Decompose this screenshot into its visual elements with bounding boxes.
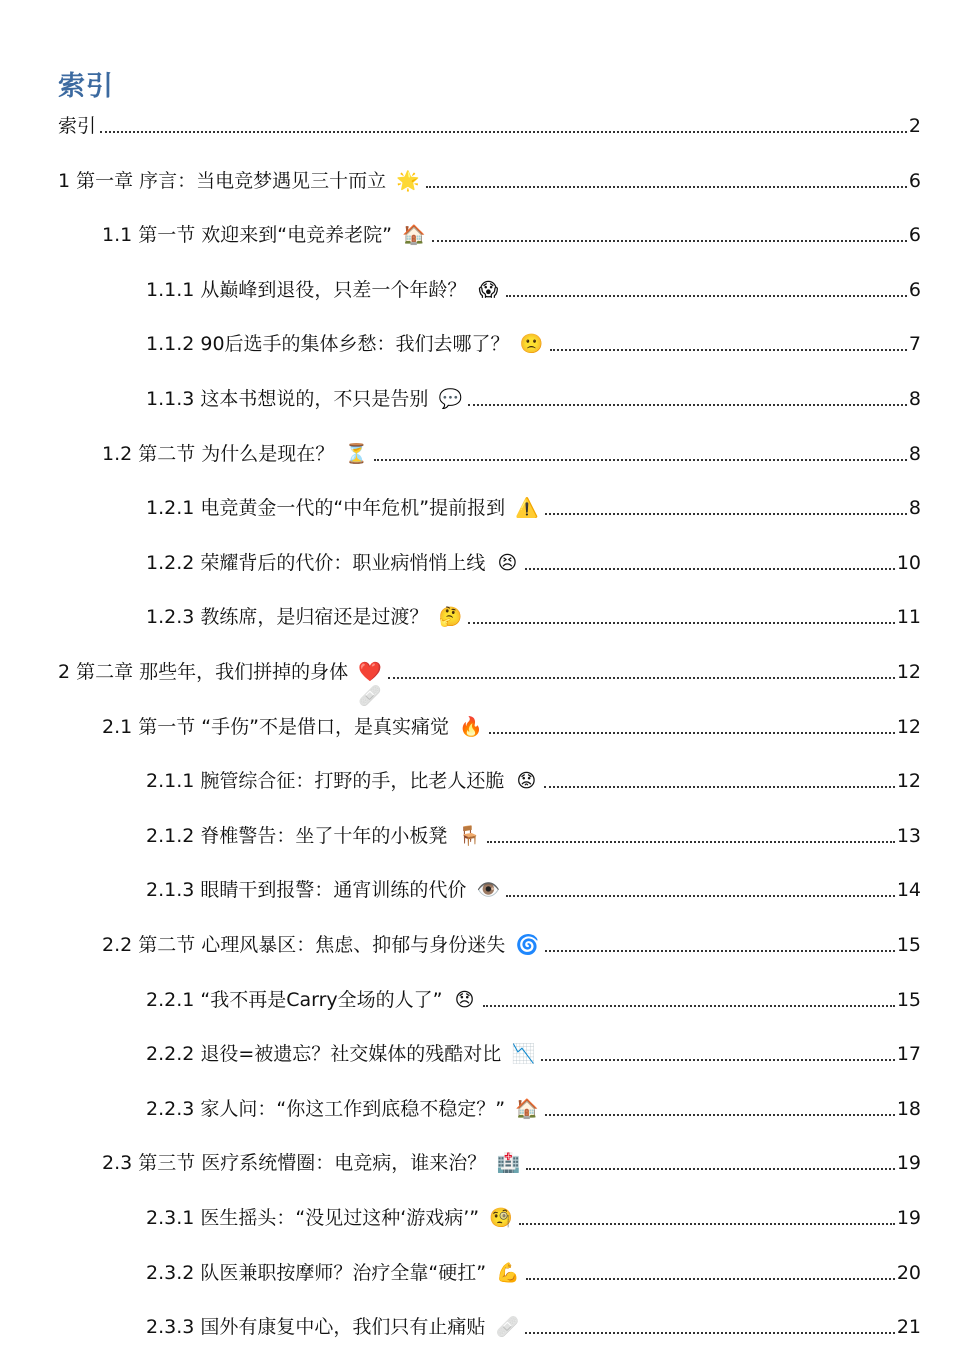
toc-entry-label: 1.2.2 荣耀背后的代价：职业病悄悄上线 [146, 551, 486, 574]
dot-leader [541, 1059, 895, 1061]
dot-leader [545, 1114, 895, 1116]
toc-entry-page-number: 10 [896, 551, 921, 574]
dot-leader [525, 1332, 894, 1334]
toc-entry-label: 1.1.2 90后选手的集体乡愁：我们去哪了？ [146, 333, 510, 356]
toc-entry-page-number: 13 [896, 824, 921, 847]
dot-leader [506, 895, 894, 897]
dot-leader [506, 295, 907, 297]
toc-entry-page-number: 6 [908, 278, 921, 301]
toc-entry-label: 2.2.1 “我不再是Carry全场的人了” [146, 988, 443, 1011]
toc-entry-page-number: 15 [896, 934, 921, 956]
toc-entry[interactable] [102, 925, 921, 957]
toc-entry-page-number: 15 [896, 988, 921, 1011]
toc-entry-label: 1.1.3 这本书想说的，不只是告别 [146, 388, 429, 410]
emoji-icon: 😣 [497, 551, 518, 574]
toc-entry[interactable] [146, 1198, 921, 1230]
dot-leader [432, 240, 907, 242]
toc-entry-page-number: 8 [908, 442, 921, 465]
toc-entry-page-number: 11 [896, 606, 921, 629]
emoji-icon: 📉 [511, 1043, 536, 1066]
toc-entry-label: 2.2.3 家人问：“你这工作到底稳不稳定？” [146, 1097, 506, 1120]
toc-entry-page-number: 12 [896, 770, 921, 793]
toc-entry-label: 2.1 第一节 “手伤”不是借口，是真实痛觉 [102, 715, 449, 738]
dot-leader [526, 1168, 895, 1170]
toc-entry-label: 索引 [58, 115, 97, 137]
toc-entry-label: 2.3.2 队医兼职按摩师？治疗全靠“硬扛” [146, 1261, 487, 1284]
emoji-icon: 🏥 [496, 1152, 521, 1175]
toc-entry-label: 1.2.1 电竞黄金一代的“中年危机”提前报到 [146, 497, 506, 520]
toc-entry[interactable] [146, 1034, 921, 1066]
emoji-icon: 🤔 [438, 606, 463, 629]
toc-entry-page-number: 6 [908, 224, 921, 247]
toc-entry-label: 1 第一章 序言：当电竞梦遇见三十而立 [58, 169, 387, 192]
toc-entry-label: 2.2.2 退役=被遗忘？社交媒体的残酷对比 [146, 1043, 502, 1066]
emoji-icon: 🧐 [489, 1207, 513, 1229]
toc-entry-page-number: 8 [908, 388, 921, 410]
dot-leader [468, 622, 894, 624]
toc-entry-label: 1.1 第一节 欢迎来到“电竞养老院” [102, 224, 392, 247]
dot-leader [388, 677, 895, 679]
dot-leader [487, 841, 894, 843]
toc-entry-page-number: 12 [896, 661, 921, 683]
emoji-icon: 😞 [454, 988, 475, 1011]
toc-entry[interactable] [146, 379, 921, 411]
dot-leader [525, 568, 894, 570]
toc-entry[interactable] [146, 1307, 921, 1339]
toc-entry-label: 2.3.3 国外有康复中心，我们只有止痛贴 [146, 1316, 486, 1339]
dot-leader [519, 1223, 895, 1225]
toc-entry-label: 1.2.3 教练席，是归宿还是过渡？ [146, 606, 429, 629]
dot-leader [526, 1278, 895, 1280]
toc-entry[interactable] [102, 215, 921, 247]
toc-entry-page-number: 17 [896, 1043, 921, 1066]
toc-entry-page-number: 6 [908, 169, 921, 192]
toc-entry-label: 2.3 第三节 医疗系统懵圈：电竞病，谁来治？ [102, 1152, 487, 1175]
emoji-icon: ⏳ [344, 442, 369, 465]
emoji-icon: 🏠 [402, 224, 426, 247]
emoji-icon: 🏠 [515, 1097, 539, 1120]
toc-entry[interactable] [146, 761, 921, 793]
toc-entry[interactable] [146, 816, 921, 848]
toc-entry-label: 2.1.3 眼睛干到报警：通宵训练的代价 [146, 879, 467, 902]
toc-entry-page-number: 20 [896, 1261, 921, 1284]
toc-entry-page-number: 19 [896, 1207, 921, 1229]
emoji-icon: ⚠️ [515, 497, 539, 520]
toc-entry[interactable] [146, 1089, 921, 1121]
emoji-icon: 🪑 [457, 824, 482, 847]
emoji-icon: 🌟 [396, 169, 420, 192]
toc-entry[interactable] [102, 1143, 921, 1175]
toc-entry-page-number: 18 [896, 1097, 921, 1120]
toc-entry[interactable] [102, 707, 921, 739]
toc-entry[interactable] [102, 434, 921, 466]
emoji-icon: ❤️🩹 [358, 661, 382, 707]
dot-leader [550, 349, 907, 351]
toc-entry[interactable] [146, 324, 921, 356]
toc-entry-page-number: 14 [896, 879, 921, 902]
toc-entry-label: 2.1.1 腕管综合征：打野的手，比老人还脆 [146, 770, 505, 793]
toc-entry-page-number: 21 [896, 1316, 921, 1339]
toc-entry-page-number: 7 [908, 333, 921, 356]
toc-entry[interactable] [146, 980, 921, 1012]
page-title: 索引 [58, 71, 114, 102]
emoji-icon: 👁️ [476, 879, 501, 902]
toc-entry[interactable] [146, 870, 921, 902]
toc-entry[interactable] [58, 652, 921, 707]
toc-entry-page-number: 2 [908, 115, 921, 137]
toc-entry[interactable] [58, 106, 921, 138]
dot-leader [100, 131, 907, 133]
dot-leader [489, 732, 895, 734]
toc-entry-page-number: 19 [896, 1152, 921, 1175]
toc-entry[interactable] [146, 488, 921, 520]
dot-leader [374, 459, 907, 461]
toc-entry-page-number: 8 [908, 497, 921, 520]
emoji-icon: 💪 [496, 1261, 520, 1284]
emoji-icon: 😟 [516, 770, 537, 793]
dot-leader [426, 186, 907, 188]
emoji-icon: 🙁 [519, 333, 544, 356]
toc-entry-label: 1.1.1 从巅峰到退役，只差一个年龄？ [146, 278, 467, 301]
dot-leader [544, 786, 894, 788]
toc-entry-label: 2.3.1 医生摇头：“没见过这种‘游戏病’” [146, 1207, 480, 1229]
toc-entry[interactable] [146, 270, 921, 302]
emoji-icon: 🔥 [459, 715, 483, 738]
dot-leader [483, 1005, 895, 1007]
toc-entry-label: 2.2 第二节 心理风暴区：焦虑、抑郁与身份迷失 [102, 934, 506, 956]
emoji-icon: 💬 [438, 388, 463, 410]
dot-leader [545, 950, 895, 952]
toc-entry[interactable] [146, 597, 921, 629]
emoji-icon: 😱 [478, 278, 499, 301]
dot-leader [545, 513, 907, 515]
toc-entry[interactable] [146, 543, 921, 575]
toc-entry-label: 2.1.2 脊椎警告：坐了十年的小板凳 [146, 824, 448, 847]
toc-entry-label: 2 第二章 那些年，我们拼掉的身体 [58, 661, 349, 683]
emoji-icon: 🌀 [515, 934, 540, 956]
toc-entry-label: 1.2 第二节 为什么是现在？ [102, 442, 335, 465]
toc-entry[interactable] [146, 1253, 921, 1285]
dot-leader [468, 404, 907, 406]
toc-entry-page-number: 12 [896, 715, 921, 738]
emoji-icon: 🩹 [495, 1316, 520, 1339]
toc-entry[interactable] [58, 161, 921, 193]
